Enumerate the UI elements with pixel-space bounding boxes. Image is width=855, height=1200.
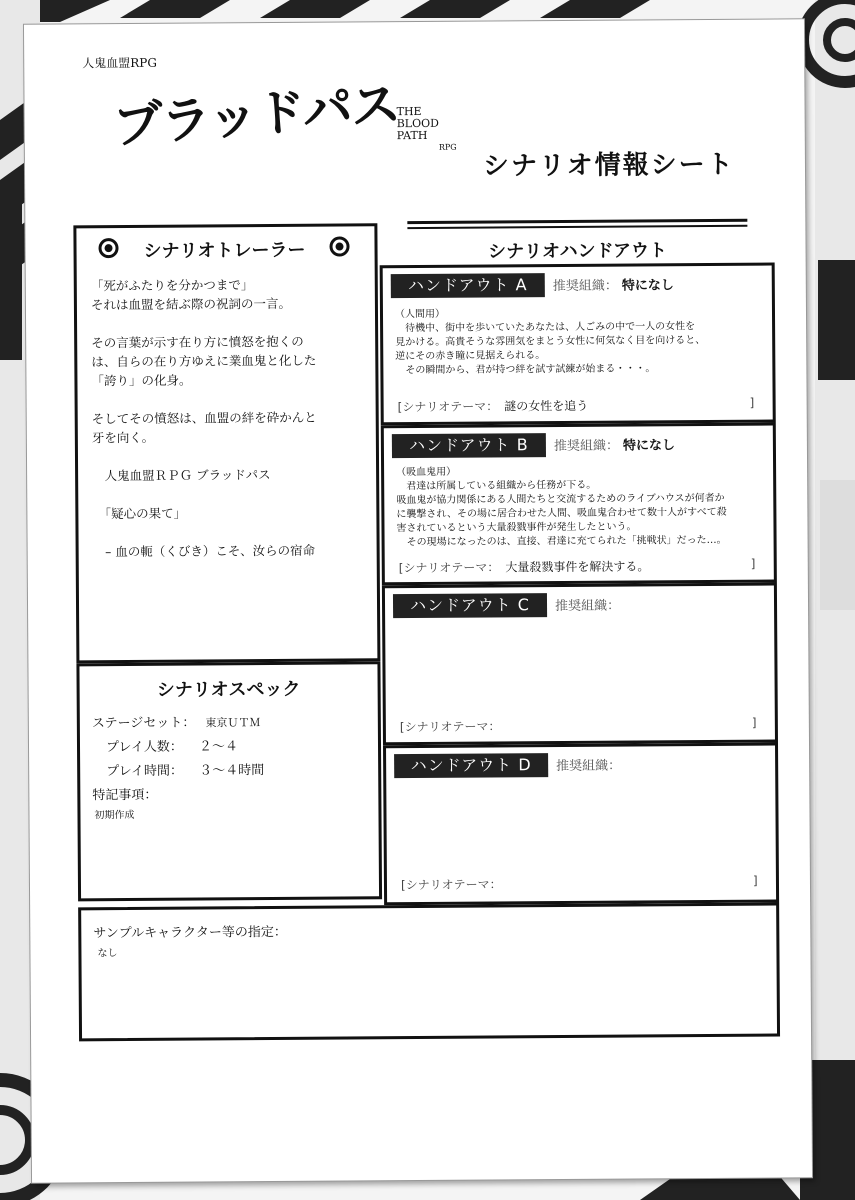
time-label: プレイ時間： — [106, 763, 184, 780]
section-rule — [407, 219, 747, 224]
trailer-body: 「死がふたりを分かつまで」 それは血盟を結ぶ際の祝詞の一言。 その言葉が示す在り方に憤怒を抱くの は、自らの在り方ゆえに業血鬼と化した 「誇り」の化身。 そしてその憤怒は、血盟の絆を砕かんと 牙を向く。 人鬼血盟ＲＰＧ ブラッドパス 「疑心の果て」 – 血の軛（くびき）こそ、汝らの宿命 — [90, 277, 317, 560]
handout-a-body: （人間用） 待機中、街中を歩いていたあなたは、人ごみの中で一人の女性を 見かける。高貴そうな雰囲気をまとう女性に何気なく目を向けると、 逆にその赤き瞳に見据えられる。 その瞬間から、君が持つ絆を試す試練が始まる・・・。 — [394, 308, 706, 377]
english-logo-line: BLOOD — [396, 116, 439, 131]
theme-close: ] — [749, 395, 755, 410]
stage-label: ステージセット： — [91, 715, 196, 732]
target-icon-dot — [105, 244, 113, 252]
org-label: 推奨組織： — [556, 758, 622, 775]
target-icon-dot — [335, 243, 343, 251]
players-row — [106, 735, 238, 755]
section-rule — [407, 225, 747, 229]
handout-a-label: ハンドアウト A — [391, 273, 545, 298]
english-logo — [397, 106, 457, 154]
english-logo-line: THE — [396, 104, 422, 119]
game-subtitle: 人鬼血盟RPG — [82, 55, 157, 71]
spec-box — [76, 661, 382, 901]
theme-close: ] — [751, 715, 757, 730]
theme-label: [シナリオテーマ： — [400, 877, 502, 893]
trailer-title: シナリオトレーラー — [143, 239, 306, 262]
sample-box — [78, 902, 780, 1041]
theme-label: [シナリオテーマ： — [397, 399, 499, 415]
players-label: プレイ人数： — [105, 739, 183, 756]
players-value: ２～４ — [198, 739, 239, 755]
english-logo-line: PATH — [396, 128, 428, 143]
org-value: 特になし — [621, 278, 674, 294]
handout-c-org — [555, 595, 624, 614]
handout-d-theme — [400, 873, 758, 893]
stage-value: 東京ＵＴＭ — [205, 716, 261, 730]
handout-c-label: ハンドアウト C — [393, 593, 547, 618]
theme-close: ] — [750, 556, 756, 571]
handout-b-box — [381, 422, 777, 585]
handout-a-theme — [397, 395, 755, 415]
time-row — [106, 759, 264, 779]
sample-label: サンプルキャラクター等の指定： — [93, 924, 287, 942]
handout-c-box — [382, 582, 778, 745]
org-label: 推奨組織： — [552, 278, 618, 295]
handout-d-label: ハンドアウト D — [394, 753, 548, 778]
handout-b-org — [554, 434, 675, 454]
trailer-box — [73, 223, 380, 663]
handout-b-theme — [398, 556, 756, 576]
stage-row — [92, 711, 261, 731]
time-value: ３～４時間 — [199, 763, 265, 779]
theme-value: 謎の女性を追う — [504, 398, 589, 414]
spec-title: シナリオスペック — [156, 678, 301, 701]
scenario-sheet — [24, 19, 812, 1182]
handout-b-label: ハンドアウト B — [392, 433, 546, 458]
sample-value: なし — [97, 948, 118, 960]
english-logo-line: RPG — [438, 142, 457, 152]
handout-a-box — [380, 263, 776, 426]
handout-d-org — [556, 755, 625, 774]
handout-d-box — [383, 742, 779, 905]
org-value: 特になし — [622, 438, 676, 454]
theme-value: 大量殺戮事件を解決する。 — [505, 559, 650, 575]
theme-label: [シナリオテーマ： — [398, 560, 500, 576]
handout-b-body: （吸血鬼用） 君達は所属している組織から任務が下る。 吸血鬼が協力関係にある人間たちと交流するためのライブハウスが何者か に襲撃され、その場に居合わせた人間、吸血鬼合わせて数十人がすべて殺 害されているという大量殺戮事件が発生したという。 その現場になったのは、直接、君達に充てられた「挑戦状」だった…。 — [396, 466, 727, 549]
org-label: 推奨組織： — [553, 438, 619, 455]
theme-label: [シナリオテーマ： — [399, 719, 501, 735]
theme-close: ] — [752, 873, 758, 888]
sheet-title: シナリオ情報シート — [482, 149, 735, 182]
handout-c-theme — [399, 715, 757, 735]
game-logo: ブラッドパス — [111, 74, 401, 155]
notes-value: 初期作成 — [94, 809, 135, 822]
org-label: 推奨組織： — [554, 598, 621, 615]
handout-section-title: シナリオハンドアウト — [488, 240, 668, 263]
notes-label: 特記事項： — [92, 787, 158, 804]
handout-a-org — [553, 274, 674, 294]
